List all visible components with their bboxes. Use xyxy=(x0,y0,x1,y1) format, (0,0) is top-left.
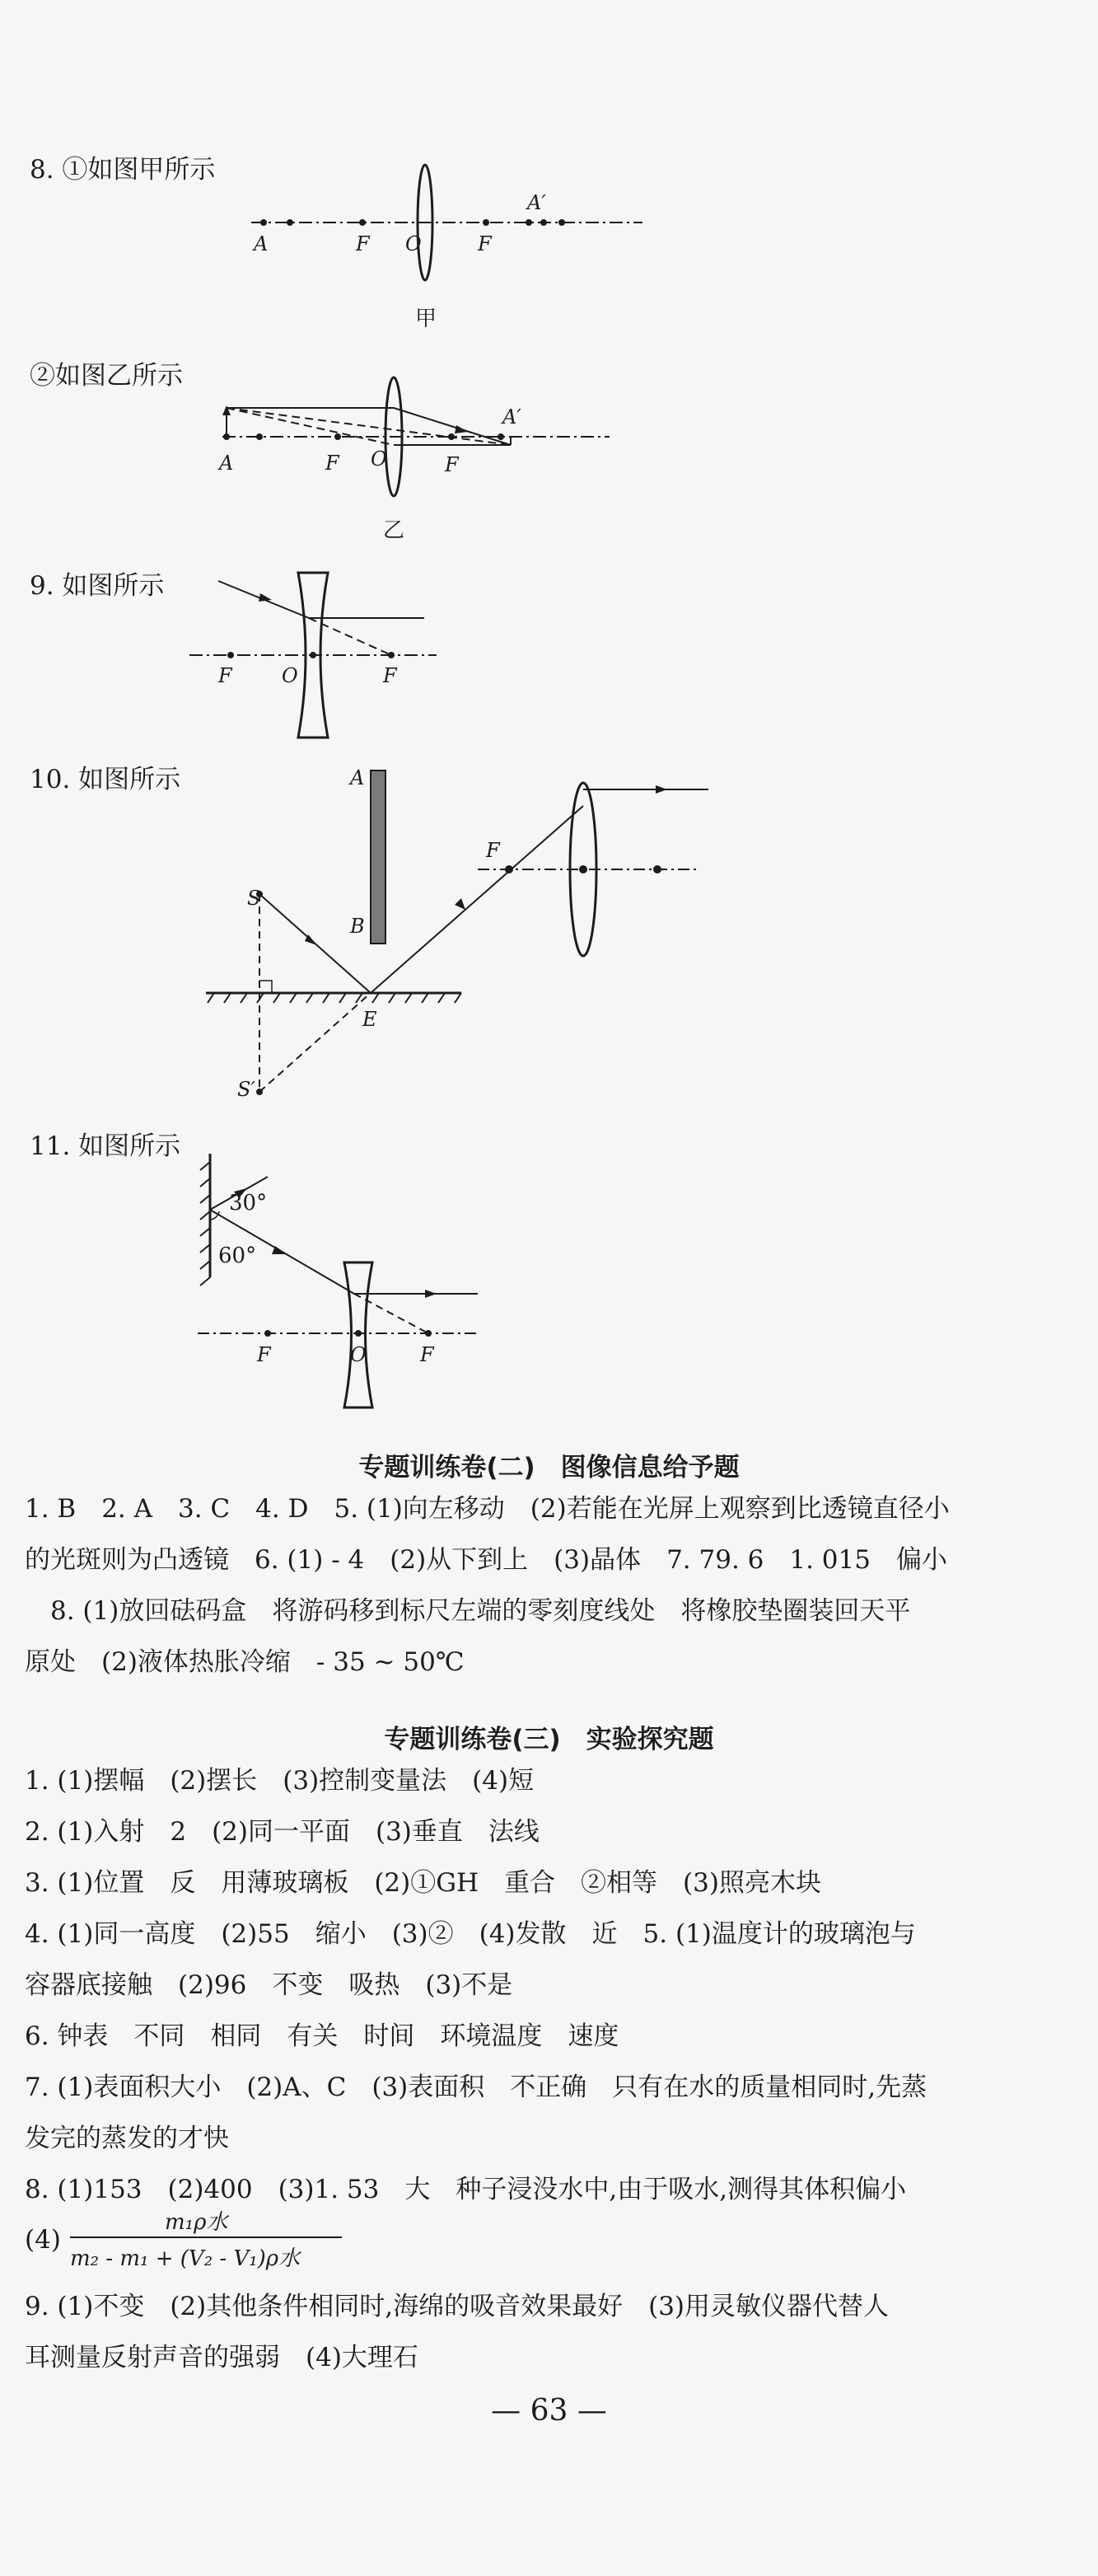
q8-label-1: 8. ①如图甲所示 xyxy=(30,155,216,185)
label-F-left: F xyxy=(257,1343,271,1366)
label-F-left: F xyxy=(356,232,370,255)
s3-line-8: 发完的蒸发的才快 xyxy=(25,2124,229,2153)
s2-line-4: 原处 (2)液体热胀冷缩 - 35 ~ 50℃ xyxy=(25,1647,465,1677)
label-F-right: F xyxy=(420,1343,434,1366)
label-F-left: F xyxy=(218,664,232,687)
section-3-answers-cont xyxy=(25,2281,1054,2383)
caption-yi: 乙 xyxy=(383,518,405,543)
q9-label: 9. 如图所示 xyxy=(30,571,165,601)
q10-label: 10. 如图所示 xyxy=(30,765,181,794)
label-O: O xyxy=(371,447,387,471)
label-F-left: F xyxy=(325,452,339,475)
label-F: F xyxy=(486,839,500,862)
section-3-title: 专题训练卷(三) 实验探究题 xyxy=(384,1725,714,1754)
s3-line-9: 8. (1)153 (2)400 (3)1. 53 大 种子浸没水中,由于吸水,测得其体积偏小 xyxy=(25,2175,907,2204)
figure-8-yi xyxy=(206,363,634,552)
label-O: O xyxy=(282,664,298,687)
q8-4-numerator: m₁ρ水 xyxy=(165,2210,228,2235)
label-A: A xyxy=(219,452,234,475)
s3-line-4: 4. (1)同一高度 (2)55 缩小 (3)② (4)发散 近 5. (1)温度计的玻璃泡与 xyxy=(25,1919,916,1949)
s3-line-1: 1. (1)摆幅 (2)摆长 (3)控制变量法 (4)短 xyxy=(25,1766,535,1796)
s3-line-6: 6. 钟表 不同 相同 有关 时间 环境温度 速度 xyxy=(25,2021,619,2051)
label-A: A xyxy=(254,232,269,255)
label-A: A xyxy=(350,766,365,789)
label-F-right: F xyxy=(383,664,397,687)
s2-line-1: 1. B 2. A 3. C 4. D 5. (1)向左移动 (2)若能在光屏上观察到比透镜直径小 xyxy=(25,1494,950,1524)
s3-line-7: 7. (1)表面积大小 (2)A、C (3)表面积 不正确 只有在水的质量相同时,先蒸 xyxy=(25,2073,927,2102)
label-F-right: F xyxy=(478,232,492,255)
figure-10 xyxy=(189,758,725,1112)
label-B: B xyxy=(350,915,365,938)
s3-line-3: 3. (1)位置 反 用薄玻璃板 (2)①GH 重合 ②相等 (3)照亮木块 xyxy=(25,1868,821,1898)
q8-4-prefix: (4) xyxy=(25,2225,61,2255)
fraction-bar xyxy=(70,2236,342,2238)
label-O: O xyxy=(350,1343,367,1366)
label-S-prime: S′ xyxy=(237,1078,255,1101)
s3-line-2: 2. (1)入射 2 (2)同一平面 (3)垂直 法线 xyxy=(25,1817,540,1847)
q11-label: 11. 如图所示 xyxy=(30,1131,181,1161)
q8-label-2: ②如图乙所示 xyxy=(30,361,183,391)
label-A-prime: A′ xyxy=(527,191,546,214)
figure-9 xyxy=(181,560,453,750)
figure-8-jia xyxy=(231,157,659,346)
section-2-answers xyxy=(25,1483,1054,1688)
label-angle-30: 30° xyxy=(229,1191,268,1215)
page-number: — 63 — xyxy=(491,2394,607,2428)
label-S: S xyxy=(247,887,261,910)
label-F-right: F xyxy=(445,453,459,476)
section-3-answers xyxy=(25,1755,1054,2215)
caption-jia: 甲 xyxy=(415,307,437,331)
label-O: O xyxy=(405,232,422,255)
section-2-title: 专题训练卷(二) 图像信息给予题 xyxy=(358,1453,740,1482)
s2-line-2: 的光斑则为凸透镜 6. (1) - 4 (2)从下到上 (3)晶体 7. 79. 6 1. 015 偏小 xyxy=(25,1545,947,1575)
figure-11 xyxy=(189,1137,502,1417)
s2-line-3: 8. (1)放回砝码盒 将游码移到标尺左端的零刻度线处 将橡胶垫圈装回天平 xyxy=(25,1596,911,1626)
s3-line-5: 容器底接触 (2)96 不变 吸热 (3)不是 xyxy=(25,1970,513,2000)
s3-line-11: 耳测量反射声音的强弱 (4)大理石 xyxy=(25,2343,418,2372)
q8-4-denominator: m₂ - m₁ + (V₂ - V₁)ρ水 xyxy=(70,2246,301,2271)
label-A-prime: A′ xyxy=(502,405,521,429)
label-E: E xyxy=(362,1008,377,1031)
label-angle-60: 60° xyxy=(218,1244,257,1268)
s3-line-10: 9. (1)不变 (2)其他条件相同时,海绵的吸音效果最好 (3)用灵敏仪器代替人 xyxy=(25,2292,890,2321)
